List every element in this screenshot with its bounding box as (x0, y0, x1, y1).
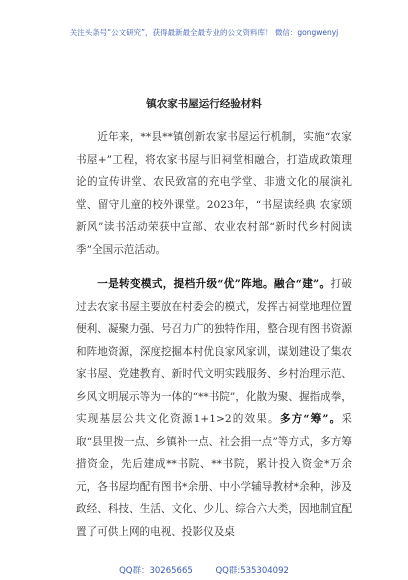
paragraph-intro: 近年来，**县**镇创新农家书屋运行机制，实施“农家书屋+”工程，将农家书屋与旧祠堂相融合，打造成政策理论的宣传讲堂、农民致富的充电学堂、非遗文化的展演礼堂、留守儿童的校外课堂。2023年，“书屋读经典 农家颂新风”读书活动荣获中宣部、农业农村部“新时代乡村阅读季”全国示范活动。 (76, 131, 352, 256)
footer-qq-group-2: QQ群:535304092 (215, 566, 289, 576)
section-text: 打破过去农家书屋主要放在村委会的模式，发挥古祠堂地理位置便利、凝聚力强、号召力广的独特作用，整合现有图书资源和阵地资源，深度挖掘本村优良家风家训，谋划建设了集农家书屋、党建教育、新时代文明实践服务、乡村治理示范、乡风文明展示等为一体的“**书院”，化散为聚、握指成拳，实现基层公共文化资源1+1>2的效果。 (76, 278, 353, 425)
document-title: 镇农家书屋运行经验材料 (146, 98, 262, 110)
footer-bar (0, 564, 408, 576)
paragraph-section-one (76, 273, 352, 543)
section-subheading: 多方“筹”。 (279, 413, 342, 425)
section-text-2: 采取“县里拨一点、乡镇补一点、社会捐一点”等方式，多方筹措资金，先后建成**书院、**书院，累计投入资金*万余元，各书屋均配有图书*余册、中小学辅导教材*余种，涉及政经、科技、生活、文化、少儿、综合六大类，因地制宜配置了可供上网的电视、投影仪及桌 (76, 413, 352, 538)
footer-qq-group-1: QQ群：30265665 (119, 566, 193, 576)
section-heading: 一是转变模式，提档升级“优”阵地。融合“建”。 (97, 278, 331, 290)
document-body (76, 126, 352, 555)
top-banner: 关注头条号“公文研究”，获得最新最全最专业的公文资料库！ 微信：gongwenyj (69, 28, 339, 37)
